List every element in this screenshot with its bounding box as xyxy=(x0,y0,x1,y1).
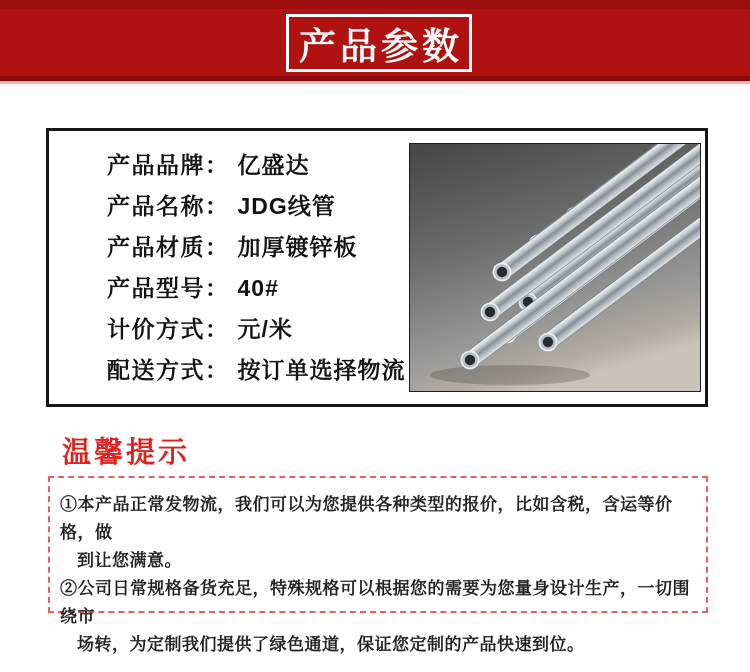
conduit-pipes-illustration xyxy=(410,144,700,391)
spec-label: 计价方式： xyxy=(107,316,230,342)
spec-label: 产品名称： xyxy=(107,193,230,219)
product-photo xyxy=(409,143,701,392)
tip-1-line-2: 到让您满意。 xyxy=(77,551,182,570)
spec-label: 配送方式： xyxy=(107,357,230,383)
spec-row-pricing xyxy=(107,315,406,343)
spec-value: 亿盛达 xyxy=(237,152,310,178)
product-spec-box xyxy=(46,128,708,407)
tip-2-line-2: 场转，为定制我们提供了绿色通道，保证您定制的产品快速到位。 xyxy=(77,635,585,654)
tips-heading: 温馨提示 xyxy=(62,437,191,469)
spec-row-model xyxy=(107,274,406,302)
spec-row-delivery xyxy=(107,356,406,384)
spec-label: 产品材质： xyxy=(107,234,230,260)
spec-label: 产品品牌： xyxy=(107,152,230,178)
spec-value: 按订单选择物流 xyxy=(237,357,406,383)
tip-1-line-1: ①本产品正常发物流，我们可以为您提供各种类型的报价，比如含税，含运等价格，做 xyxy=(60,495,673,542)
spec-value: 加厚镀锌板 xyxy=(237,234,358,260)
spec-value: 40# xyxy=(237,275,279,301)
banner-title-box xyxy=(286,14,472,72)
spec-row-name xyxy=(107,192,406,220)
section-title: 产品参数 xyxy=(299,26,463,67)
spec-label: 产品型号： xyxy=(107,275,230,301)
tips-box xyxy=(48,476,708,654)
tip-2-line-1: ②公司日常规格备货充足，特殊规格可以根据您的需要为您量身设计生产，一切围绕市 xyxy=(60,579,690,626)
spec-row-material xyxy=(107,233,406,261)
product-parameters-banner xyxy=(0,0,750,86)
spec-value: JDG线管 xyxy=(237,193,336,219)
spec-list xyxy=(107,151,406,397)
spec-row-brand xyxy=(107,151,406,179)
spec-value: 元/米 xyxy=(237,316,293,342)
